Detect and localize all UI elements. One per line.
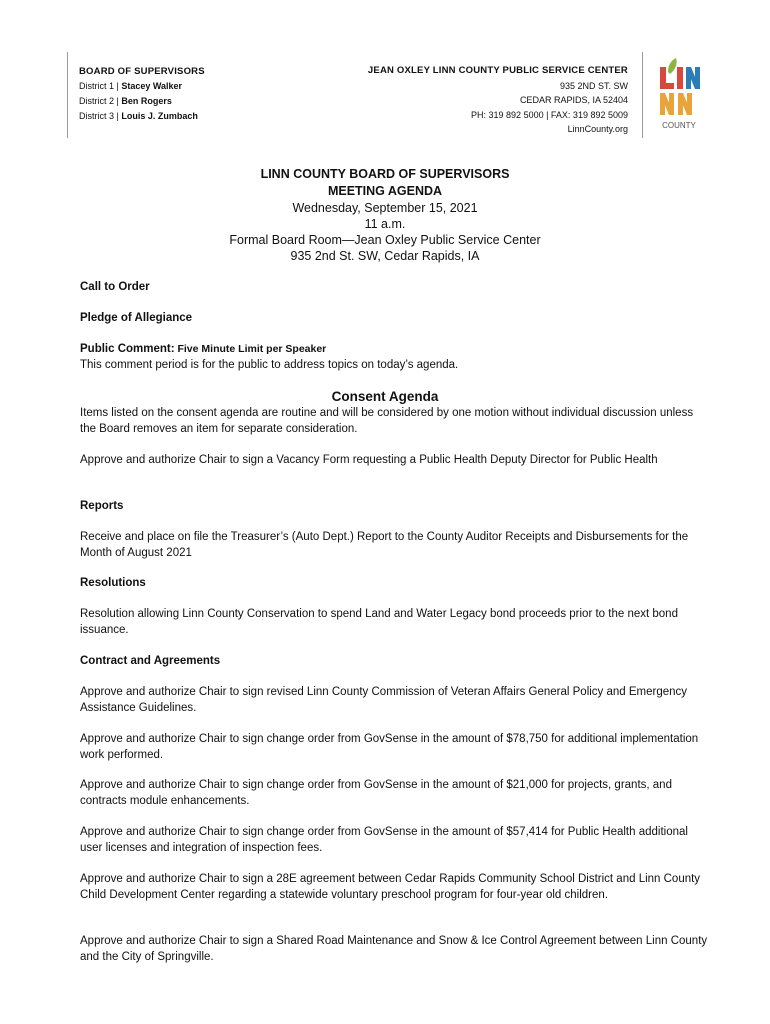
public-comment-text: This comment period is for the public to address topics on today’s agenda. [80,358,459,371]
letterhead-right-rule [642,52,643,138]
linn-county-logo [656,58,702,134]
vacancy-form-item: Approve and authorize Chair to sign a Vacancy Form requesting a Public Health Deputy Director for Public Health [80,454,658,466]
public-comment-label: Public Comment: [80,343,175,355]
contract-item: Approve and authorize Chair to sign a Shared Road Maintenance and Snow & Ice Control Agreement between Linn County and the City of Springville. [80,935,708,963]
consent-intro: Items listed on the consent agenda are routine and will be considered by one motion without individual discussion unless the Board removes an item for separate consideration. [80,407,694,435]
board-title: BOARD OF SUPERVISORS [79,66,205,77]
resolutions-item: Resolution allowing Linn County Conservation to spend Land and Water Legacy bond proceeds prior to the next bond issuance. [80,608,678,636]
meeting-date: Wednesday, September 15, 2021 [292,201,478,215]
meeting-time: 11 a.m. [364,217,406,231]
phone-fax: PH: 319 892 5000 | FAX: 319 892 5009 [471,109,628,120]
call-to-order: Call to Order [80,281,150,293]
public-comment-section [80,342,710,373]
reports-item: Receive and place on file the Treasurer’s (Auto Dept.) Report to the County Auditor Receipts and Disbursements for the Month of August 2021 [80,531,689,559]
meeting-agenda-heading: MEETING AGENDA [327,184,443,198]
supervisor-name: Stacey Walker [121,81,183,91]
website-link[interactable]: LinnCounty.org [567,124,628,134]
board-heading: LINN COUNTY BOARD OF SUPERVISORS [260,167,510,181]
pledge-of-allegiance: Pledge of Allegiance [80,312,193,324]
board-of-supervisors-block [79,64,205,124]
letterhead-left-rule [67,52,68,138]
supervisor-name: Ben Rogers [121,96,172,106]
service-center-block [368,64,628,137]
supervisor-name: Louis J. Zumbach [121,111,198,121]
contract-item: Approve and authorize Chair to sign revised Linn County Commission of Veteran Affairs General Policy and Emergency Assistance Guidelines. [80,686,688,714]
consent-agenda-heading: Consent Agenda [331,389,439,404]
contracts-heading: Contract and Agreements [80,655,221,667]
address-line-1: 935 2ND ST. SW [559,80,628,91]
district-line-1: District 1 | Stacey Walker [79,81,183,91]
contract-item: Approve and authorize Chair to sign change order from GovSense in the amount of $21,000 for projects, grants, and contracts module enhancements. [80,779,672,807]
contract-item: Approve and authorize Chair to sign change order from GovSense in the amount of $57,414 for Public Health additional user licenses and integration of inspection fees. [80,826,688,854]
reports-heading: Reports [80,500,124,512]
address-line-2: CEDAR RAPIDS, IA 52404 [519,95,628,105]
agenda-title-block [0,166,770,264]
public-comment-limit: Five Minute Limit per Speaker [174,343,327,355]
meeting-address: 935 2nd St. SW, Cedar Rapids, IA [290,249,480,263]
resolutions-heading: Resolutions [80,577,146,589]
logo-county-label: COUNTY [662,121,696,130]
contract-item: Approve and authorize Chair to sign change order from GovSense in the amount of $78,750 for additional implementation work performed. [80,733,699,761]
meeting-location: Formal Board Room—Jean Oxley Public Service Center [229,233,541,247]
district-line-3: District 3 | Louis J. Zumbach [79,111,198,121]
service-center-title: JEAN OXLEY LINN COUNTY PUBLIC SERVICE CENTER [367,65,628,76]
district-line-2: District 2 | Ben Rogers [79,96,172,106]
contract-item: Approve and authorize Chair to sign a 28E agreement between Cedar Rapids Community School District and Linn County Child Development Center regarding a statewide voluntary preschool program for four-year old children. [80,873,701,901]
